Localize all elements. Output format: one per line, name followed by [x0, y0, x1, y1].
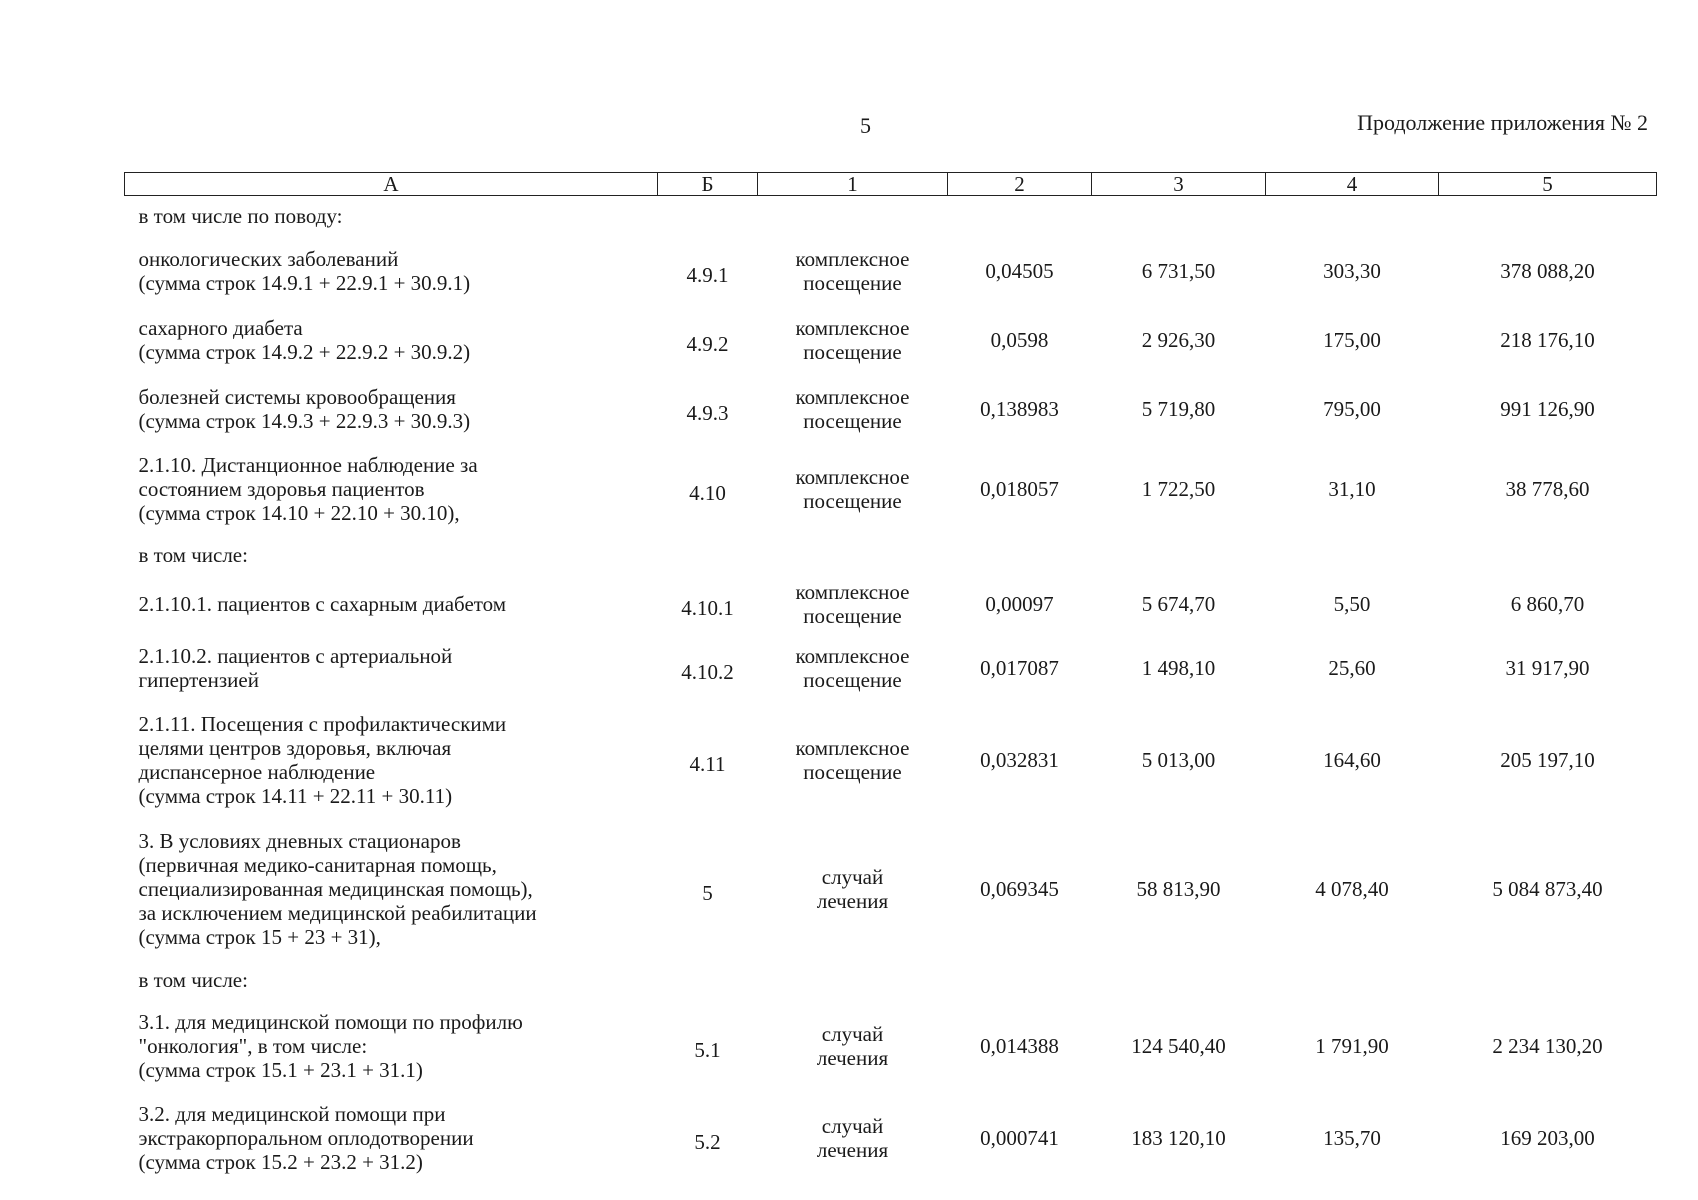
- row-value-5: 205 197,10: [1500, 748, 1595, 772]
- row-code: 5.2: [694, 1130, 721, 1154]
- row-value-3: 183 120,10: [1131, 1126, 1226, 1150]
- row-name: болезней системы кровообращения (сумма строк 14.9.3 + 22.9.3 + 30.9.3): [138, 384, 471, 433]
- appendix-continuation-label: Продолжение приложения № 2: [1357, 110, 1648, 135]
- row-code: 4.9.2: [686, 331, 729, 356]
- row-unit: случай лечения: [816, 1022, 889, 1070]
- row-value-5: 218 176,10: [1500, 327, 1595, 352]
- row-code: 5.1: [694, 1038, 721, 1062]
- row-value-2: 0,04505: [985, 258, 1054, 283]
- row-value-5: 38 778,60: [1505, 477, 1590, 501]
- row-value-5: 2 234 130,20: [1492, 1034, 1603, 1058]
- table-row: [125, 1000, 1657, 1092]
- row-name: 3.2. для медицинской помощи при экстракорпоральном оплодотворении (сумма строк 15.2 + 23.2 + 31.2): [138, 1102, 474, 1174]
- table-row: [125, 236, 1657, 305]
- row-unit: комплексное посещение: [795, 465, 910, 513]
- row-unit: комплексное посещение: [795, 315, 910, 364]
- table-row: [125, 633, 1657, 702]
- data-table: [124, 172, 1657, 1184]
- table-subheading-row: [125, 196, 1657, 237]
- row-value-3: 5 013,00: [1141, 748, 1216, 772]
- column-header-4: 4: [1266, 173, 1439, 196]
- column-header-5: 5: [1439, 173, 1657, 196]
- column-header-b: Б: [658, 173, 758, 196]
- row-code: 5: [702, 881, 713, 905]
- row-value-4: 795,00: [1323, 396, 1381, 421]
- row-unit: комплексное посещение: [795, 643, 910, 692]
- page-number: 5: [860, 113, 871, 138]
- table-row: [125, 443, 1657, 535]
- row-name: 2.1.10. Дистанционное наблюдение за состоянием здоровья пациентов (сумма строк 14.10 + 22.10 + 30.10),: [138, 453, 478, 525]
- table-row: [125, 374, 1657, 443]
- row-value-3: 2 926,30: [1141, 327, 1216, 352]
- row-name: 3. В условиях дневных стационаров (первичная медико-санитарная помощь, специализированная медицинская помощь), за исключением медицинской реабилитации (сумма строк 15 + 23 + 31),: [138, 829, 537, 949]
- row-value-4: 1 791,90: [1315, 1034, 1389, 1058]
- row-value-5: 5 084 873,40: [1492, 877, 1603, 901]
- row-value-5: 6 860,70: [1510, 592, 1585, 616]
- table-row: [125, 575, 1657, 633]
- table-row: [125, 702, 1657, 818]
- row-code: 4.10.2: [681, 659, 734, 684]
- row-value-2: 0,000741: [980, 1126, 1059, 1150]
- row-name: 3.1. для медицинской помощи по профилю "онкология", в том числе: (сумма строк 15.1 + 23.1 + 31.1): [138, 1010, 523, 1082]
- row-value-4: 25,60: [1328, 655, 1376, 680]
- column-header-1: 1: [758, 173, 948, 196]
- table-body: [125, 196, 1657, 1185]
- row-value-2: 0,138983: [980, 396, 1059, 421]
- row-name: 2.1.10.2. пациентов с артериальной гипертензией: [138, 643, 453, 692]
- row-unit: комплексное посещение: [795, 246, 910, 295]
- row-unit: комплексное посещение: [795, 580, 910, 628]
- subheading-text: в том числе по поводу:: [138, 204, 343, 228]
- row-unit: комплексное посещение: [795, 736, 910, 784]
- row-value-4: 4 078,40: [1315, 877, 1389, 901]
- row-name: 2.1.10.1. пациентов с сахарным диабетом: [138, 592, 507, 616]
- row-value-4: 31,10: [1328, 477, 1376, 501]
- row-unit: комплексное посещение: [795, 384, 910, 433]
- table-row: [125, 305, 1657, 374]
- row-code: 4.9.3: [686, 400, 729, 425]
- row-value-3: 1 722,50: [1141, 477, 1216, 501]
- row-value-2: 0,032831: [980, 748, 1059, 772]
- row-value-3: 58 813,90: [1136, 877, 1221, 901]
- column-header-row: [125, 173, 1657, 196]
- table-subheading-row: [125, 960, 1657, 1000]
- row-value-4: 303,30: [1323, 258, 1381, 283]
- table-subheading-row: [125, 535, 1657, 575]
- row-value-4: 175,00: [1323, 327, 1381, 352]
- row-value-4: 164,60: [1323, 748, 1381, 772]
- row-value-2: 0,00097: [985, 592, 1054, 616]
- row-value-3: 6 731,50: [1141, 258, 1216, 283]
- row-value-4: 5,50: [1333, 592, 1371, 616]
- column-header-a: А: [125, 173, 658, 196]
- row-value-2: 0,018057: [980, 477, 1059, 501]
- subheading-text: в том числе:: [138, 543, 248, 567]
- row-name: онкологических заболеваний (сумма строк 14.9.1 + 22.9.1 + 30.9.1): [138, 246, 471, 295]
- row-name: сахарного диабета (сумма строк 14.9.2 + 22.9.2 + 30.9.2): [138, 315, 471, 364]
- row-code: 4.10: [689, 481, 726, 505]
- subheading-text: в том числе:: [138, 968, 248, 992]
- row-value-3: 124 540,40: [1131, 1034, 1226, 1058]
- row-value-3: 1 498,10: [1141, 655, 1216, 680]
- row-value-2: 0,014388: [980, 1034, 1059, 1058]
- row-code: 4.9.1: [686, 262, 729, 287]
- row-value-2: 0,069345: [980, 877, 1059, 901]
- row-name: 2.1.11. Посещения с профилактическими целями центров здоровья, включая диспансерное наблюдение (сумма строк 14.11 + 22.11 + 30.11): [138, 712, 507, 808]
- column-header-3: 3: [1092, 173, 1266, 196]
- row-code: 4.11: [689, 752, 726, 776]
- row-value-4: 135,70: [1323, 1126, 1381, 1150]
- row-value-5: 378 088,20: [1500, 258, 1595, 283]
- row-value-2: 0,0598: [990, 327, 1049, 352]
- row-unit: случай лечения: [816, 865, 889, 913]
- row-value-2: 0,017087: [980, 655, 1059, 680]
- row-value-5: 169 203,00: [1500, 1126, 1595, 1150]
- row-value-5: 991 126,90: [1500, 396, 1595, 421]
- row-value-5: 31 917,90: [1505, 655, 1590, 680]
- column-header-2: 2: [948, 173, 1092, 196]
- row-unit: случай лечения: [816, 1114, 889, 1162]
- row-value-3: 5 719,80: [1141, 396, 1216, 421]
- row-code: 4.10.1: [681, 596, 734, 620]
- table-row: [125, 818, 1657, 960]
- table-row: [125, 1092, 1657, 1184]
- row-value-3: 5 674,70: [1141, 592, 1216, 616]
